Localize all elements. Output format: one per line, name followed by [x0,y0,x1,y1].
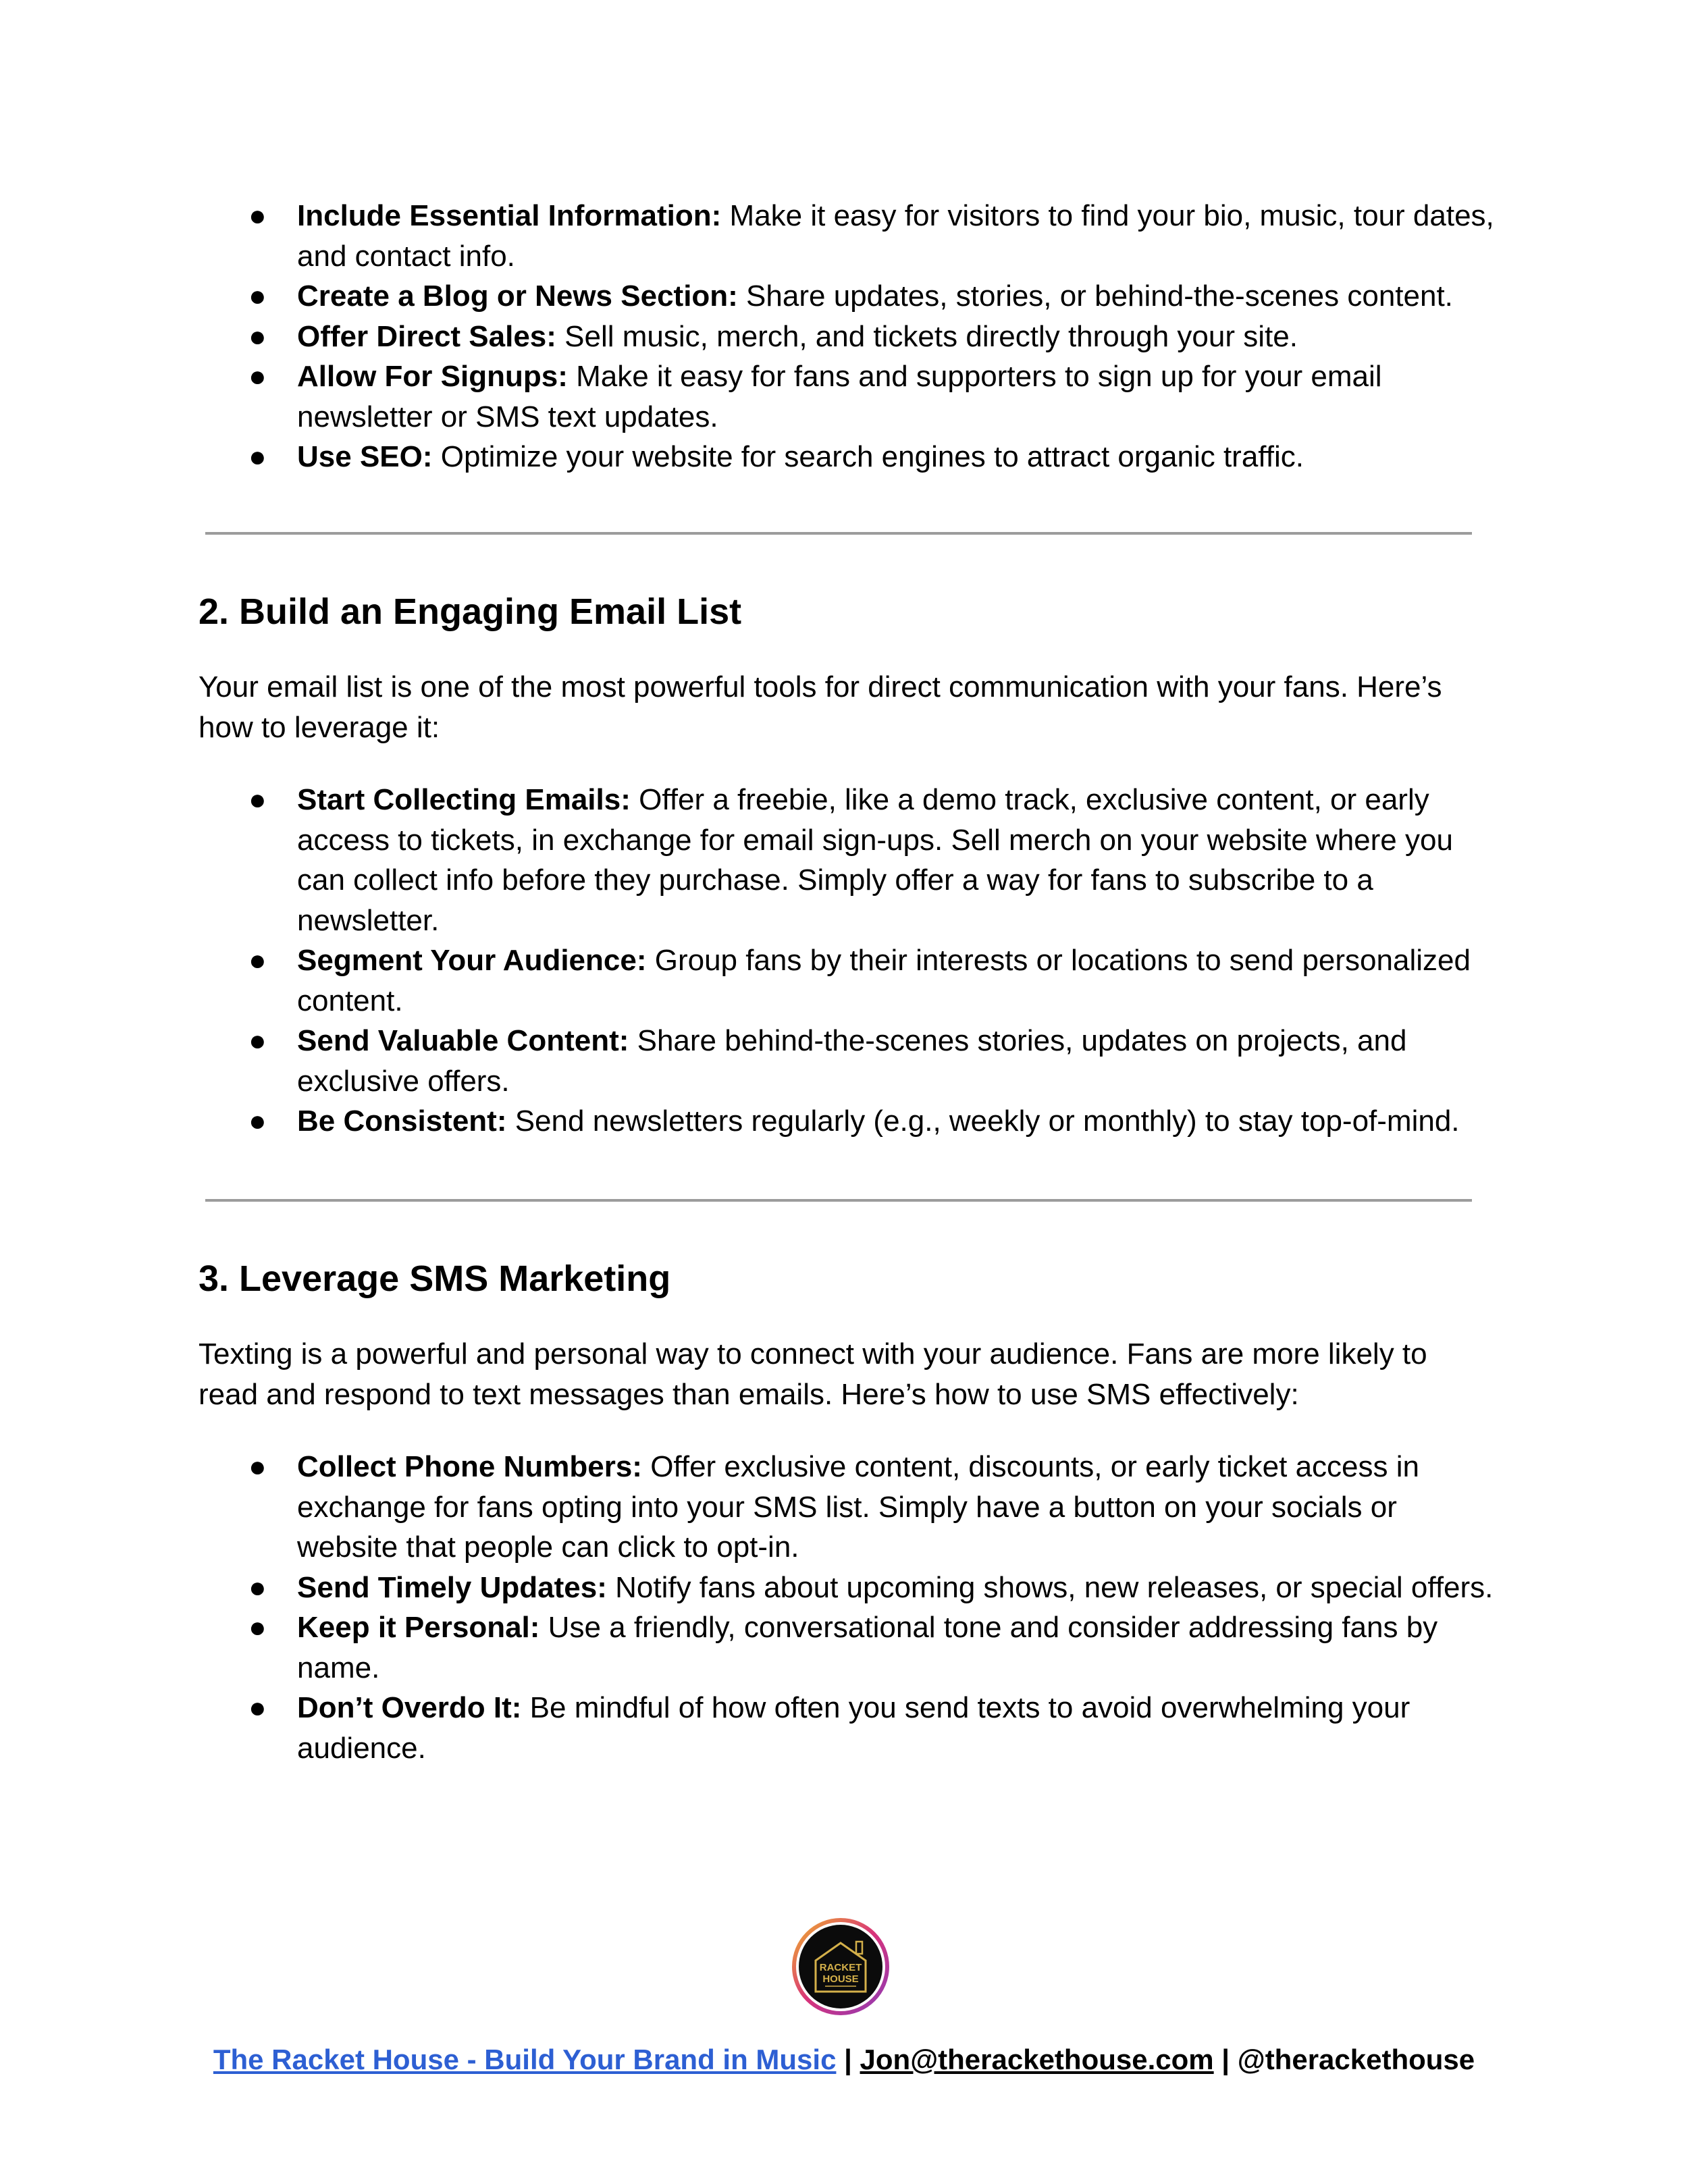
section1-list [248,196,1498,477]
section3-list [248,1447,1498,1768]
list-item [248,437,1498,477]
item-label: Keep it Personal: [297,1611,540,1644]
list-item [248,1568,1498,1608]
item-label: Send Timely Updates: [297,1570,607,1604]
bullet-icon: ● [248,1450,267,1483]
item-label: Collect Phone Numbers: [297,1450,642,1483]
item-label: Offer Direct Sales: [297,319,556,353]
footer-separator: | [1213,2044,1238,2075]
item-label: Create a Blog or News Section: [297,279,738,313]
item-label: Segment Your Audience: [297,944,647,977]
section2-list [248,780,1498,1142]
bullet-icon: ● [248,440,267,473]
bullet-icon: ● [248,279,267,313]
item-label: Be Consistent: [297,1104,507,1138]
section3-intro: Texting is a powerful and personal way to connect with your audience. Fans are more likely to read and respond to text messages than emails. Here’s how to use SMS effectively: [199,1337,1427,1411]
item-text: Offer a freebie, like a demo track, exclusive content, or early access to tickets, in exchange for email sign-ups. Sell merch on your website where you can collect info before they purchase. Simply offer a way for fans to subscribe to a newsletter. [297,783,1453,937]
footer-separator: | [836,2044,860,2075]
bullet-icon: ● [248,1024,267,1057]
item-text: Offer exclusive content, discounts, or early ticket access in exchange for fans opting into your SMS list. Simply have a button on your socials or website that people can click to opt-in. [297,1450,1419,1564]
item-label: Use SEO: [297,440,433,473]
racket-house-link[interactable]: The Racket House - Build Your Brand in Music [213,2044,837,2075]
item-text: Sell music, merch, and tickets directly through your site. [556,319,1298,353]
item-label: Don’t Overdo It: [297,1691,522,1724]
item-text: Make it easy for fans and supporters to sign up for your email newsletter or SMS text updates. [297,360,1382,433]
list-item [248,276,1498,317]
racket-house-logo-icon [790,1916,891,2017]
item-label: Include Essential Information: [297,199,722,232]
list-item [248,1021,1498,1101]
section2-intro: Your email list is one of the most powerful tools for direct communication with your fans. Here’s how to leverage it: [199,670,1442,744]
list-item [248,196,1498,276]
item-text: Use a friendly, conversational tone and consider addressing fans by name. [297,1611,1438,1684]
item-text: Make it easy for visitors to find your bio, music, tour dates, and contact info. [297,199,1494,273]
list-item [248,780,1498,940]
list-item [248,940,1498,1021]
item-text: Notify fans about upcoming shows, new releases, or special offers. [606,1570,1494,1604]
list-item [248,1447,1498,1568]
section2-heading: 2. Build an Engaging Email List [199,591,742,632]
item-label: Start Collecting Emails: [297,783,631,816]
bullet-icon: ● [248,360,267,393]
logo-text-line1: RACKET [819,1962,862,1973]
item-text: Share behind-the-scenes stories, updates on projects, and exclusive offers. [297,1024,1407,1098]
item-text: Send newsletters regularly (e.g., weekly or monthly) to stay top-of-mind. [506,1104,1460,1138]
bullet-icon: ● [248,1570,267,1604]
bullet-icon: ● [248,319,267,353]
list-item [248,317,1498,357]
section-divider [205,1199,1472,1202]
logo-text-line2: HOUSE [822,1973,859,1985]
bullet-icon: ● [248,783,267,816]
social-handle: @therackethouse [1237,2044,1475,2075]
item-label: Send Valuable Content: [297,1024,629,1057]
list-item [248,1101,1498,1142]
item-text: Be mindful of how often you send texts to avoid overwhelming your audience. [297,1691,1410,1765]
bullet-icon: ● [248,1691,267,1724]
list-item [248,1607,1498,1688]
email-link[interactable]: Jon@therackethouse.com [860,2044,1214,2075]
item-text: Group fans by their interests or locations to send personalized content. [297,944,1471,1017]
bullet-icon: ● [248,1611,267,1644]
section-divider [205,532,1472,535]
item-text: Optimize your website for search engines to attract organic traffic. [432,440,1304,473]
page-footer [0,2041,1688,2079]
bullet-icon: ● [248,199,267,232]
item-text: Share updates, stories, or behind-the-scenes content. [737,279,1453,313]
bullet-icon: ● [248,1104,267,1138]
section3-heading: 3. Leverage SMS Marketing [199,1258,671,1299]
list-item [248,1688,1498,1768]
bullet-icon: ● [248,944,267,977]
item-label: Allow For Signups: [297,360,568,393]
list-item [248,356,1498,437]
